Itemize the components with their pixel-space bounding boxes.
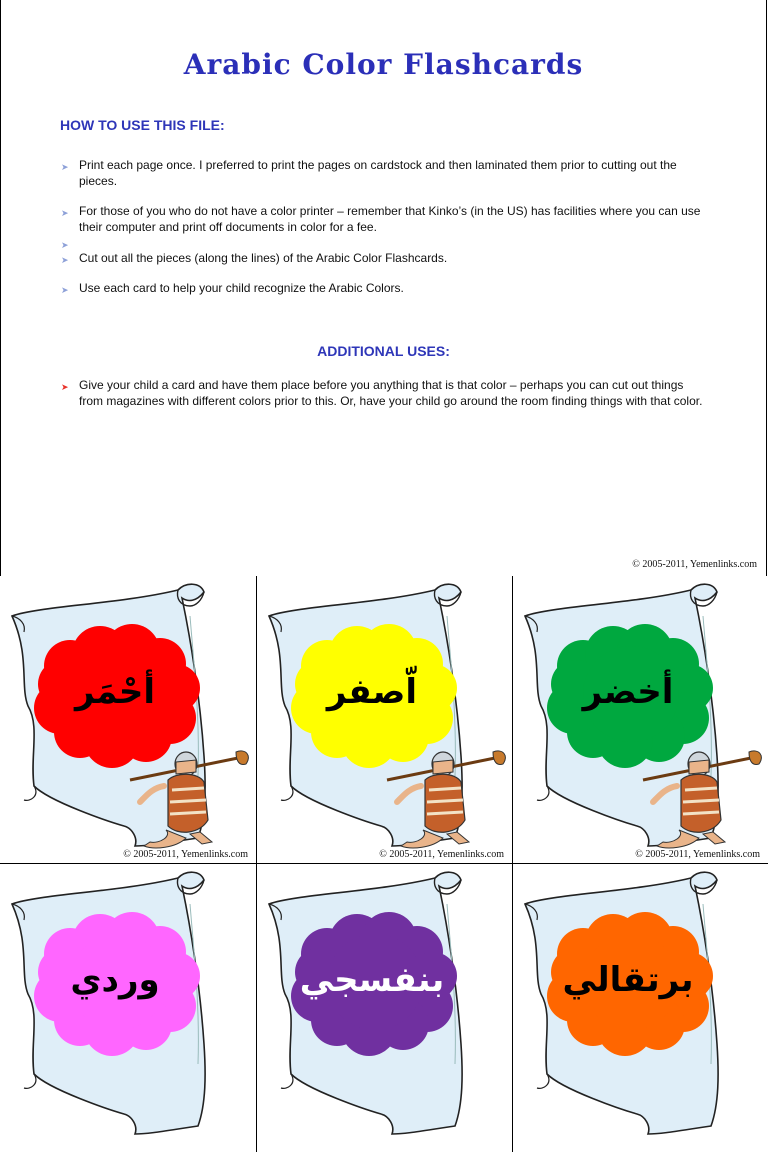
card-copyright: © 2005-2011, Yemenlinks.com [635,849,760,860]
list-item: ➤ Print each page once. I preferred to print the pages on cardstock and then laminated them prior to cutting out the pieces. [61,158,677,188]
flashcard-green [512,576,768,864]
additional-heading: ADDITIONAL USES: [317,343,450,359]
scroll-icon [257,864,512,1152]
scroll-icon [0,576,256,864]
scroll-icon [513,576,768,864]
card-copyright: © 2005-2011, Yemenlinks.com [123,849,248,860]
additional-list [60,377,710,409]
instructions-page [0,0,767,576]
scroll-icon [0,864,256,1152]
arrow-bullet-icon: ➤ [61,382,69,392]
scroll-icon [513,864,768,1152]
arrow-bullet-icon: ➤ [61,162,69,172]
arrow-bullet-icon: ➤ [61,255,69,265]
flashcard-orange [512,864,768,1152]
flashcard-grid [0,576,768,1024]
card-copyright: © 2005-2011, Yemenlinks.com [379,849,504,860]
arabic-color-word: اّصفر [326,672,418,712]
arabic-color-word: أخضر [582,672,674,712]
how-to-heading: HOW TO USE THIS FILE: [60,117,225,133]
how-to-list [60,157,710,296]
flashcard-yellow [256,576,512,864]
arabic-color-word: برتقالي [562,960,694,1000]
list-item: ➤ Cut out all the pieces (along the lines) of the Arabic Color Flashcards. [60,250,710,266]
page-title: Arabic Color Flashcards [183,48,584,81]
list-item: ➤ Use each card to help your child recognize the Arabic Colors. [60,280,710,296]
arabic-color-word: أحْمَر [74,672,156,712]
list-item: ➤ For those of you who do not have a color printer – remember that Kinko’s (in the US) has facilities where you can use their computer and print off documents in color for a fee. [61,204,701,234]
arrow-bullet-icon: ➤ [61,240,69,250]
flashcard-purple [256,864,512,1152]
arrow-bullet-icon: ➤ [61,285,69,295]
page-copyright: © 2005-2011, Yemenlinks.com [632,559,757,570]
flashcard-red [0,576,256,864]
flashcard-pink [0,864,256,1152]
arabic-color-word: بنفسجي [299,960,445,1000]
list-item [60,235,710,248]
arabic-color-word: وردي [70,960,160,1000]
list-item: ➤ Give your child a card and have them place before you anything that is that color – perhaps you can cut out things from magazines with different colors prior to this. Or, have your child go around the room finding things with that color. [61,378,703,408]
scroll-icon [257,576,512,864]
arrow-bullet-icon: ➤ [61,208,69,218]
